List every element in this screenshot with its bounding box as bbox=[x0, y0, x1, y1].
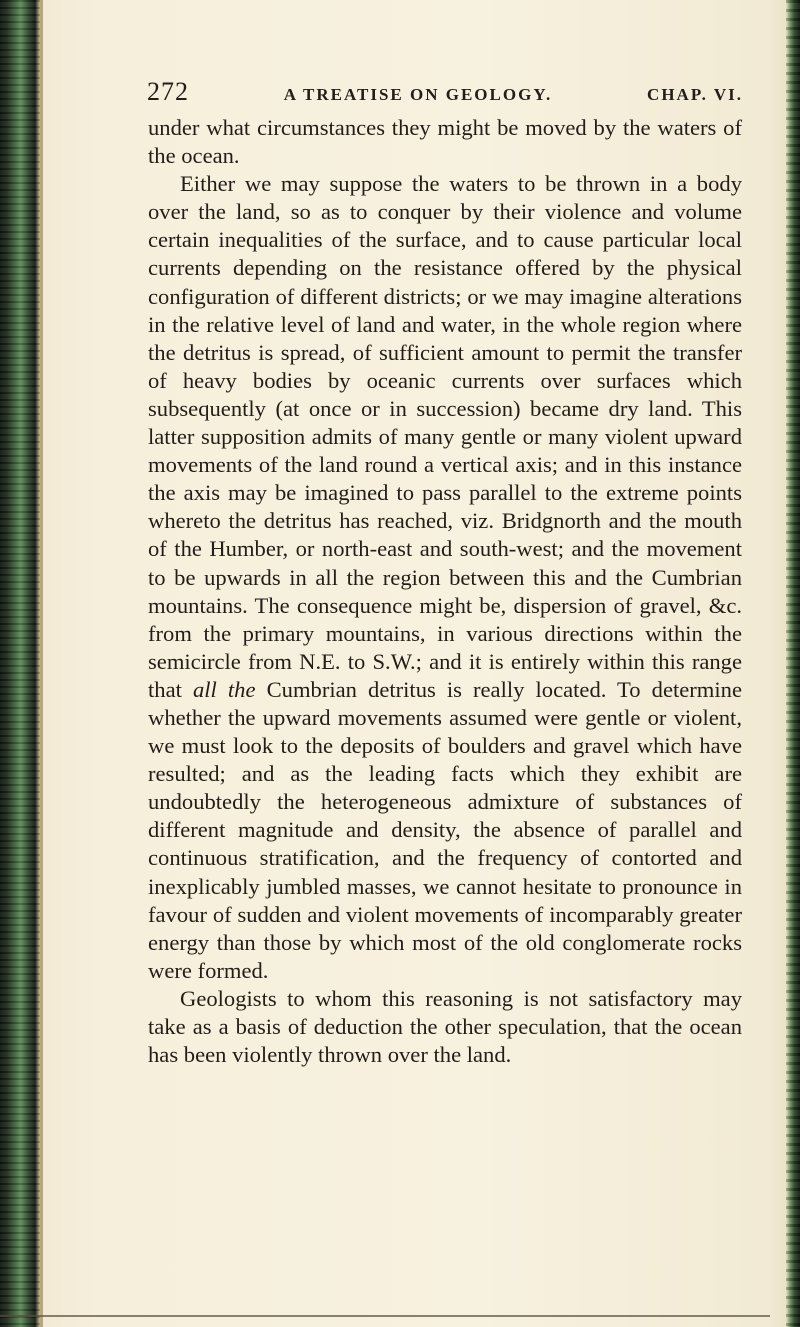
right-page-edge bbox=[786, 0, 800, 1327]
running-title: A TREATISE ON GEOLOGY. bbox=[283, 85, 553, 104]
page-header bbox=[147, 77, 743, 107]
chapter-label: CHAP. VI. bbox=[647, 85, 743, 104]
paragraph-text: Cumbrian detritus is really located. To determine whether the upward movements assumed were gentle or violent, we must look to the deposits of boulders and gravel which have resulted; and as the leading facts which they exhibit are undoubtedly the heterogeneous admixture of substances of different magnitude and density, the absence of parallel and continuous stratification, and the frequency of contorted and inexplicably jumbled masses, we cannot hesitate to pronounce in favour of sudden and violent movements of incomparably greater energy than those by which most of the old conglomerate rocks were formed. bbox=[148, 676, 742, 983]
paragraph-geologists: Geologists to whom this reasoning is not satisfactory may take as a basis of deduction the other speculation, that the ocean has been violently thrown over the land. bbox=[148, 985, 742, 1068]
bottom-edge-line bbox=[0, 1315, 770, 1317]
paragraph-either bbox=[148, 170, 742, 985]
book-spine-edge bbox=[0, 0, 40, 1327]
paragraph-text: Either we may suppose the waters to be thrown in a body over the land, so as to conquer by their violence and volume certain inequalities of the surface, and to cause particular local currents depending on the resistance offered by the physical configuration of different districts; or we may imagine alterations in the relative level of land and water, in the whole region where the detritus is spread, of sufficient amount to permit the transfer of heavy bodies by oceanic currents over surfaces which subsequently (at once or in succession) became dry land. This latter supposition admits of many gentle or many violent upward movements of the land round a vertical axis; and in this instance the axis may be imagined to pass parallel to the extreme points whereto the detritus has reached, viz. Bridgnorth and the mouth of the Humber, or north-east and south-west; and the movement to be upwards in all the region between this and the Cumbrian mountains. The consequence might be, dispersion of gravel, &c. from the primary mountains, in various directions within the semicircle from N.E. to S.W.; and it is entirely within this range that bbox=[148, 171, 742, 702]
paragraph-continued: under what circumstances they might be moved by the waters of the ocean. bbox=[148, 115, 742, 169]
page-number: 272 bbox=[147, 77, 189, 106]
body-text bbox=[148, 114, 742, 1069]
italic-emphasis: all the bbox=[192, 676, 256, 702]
